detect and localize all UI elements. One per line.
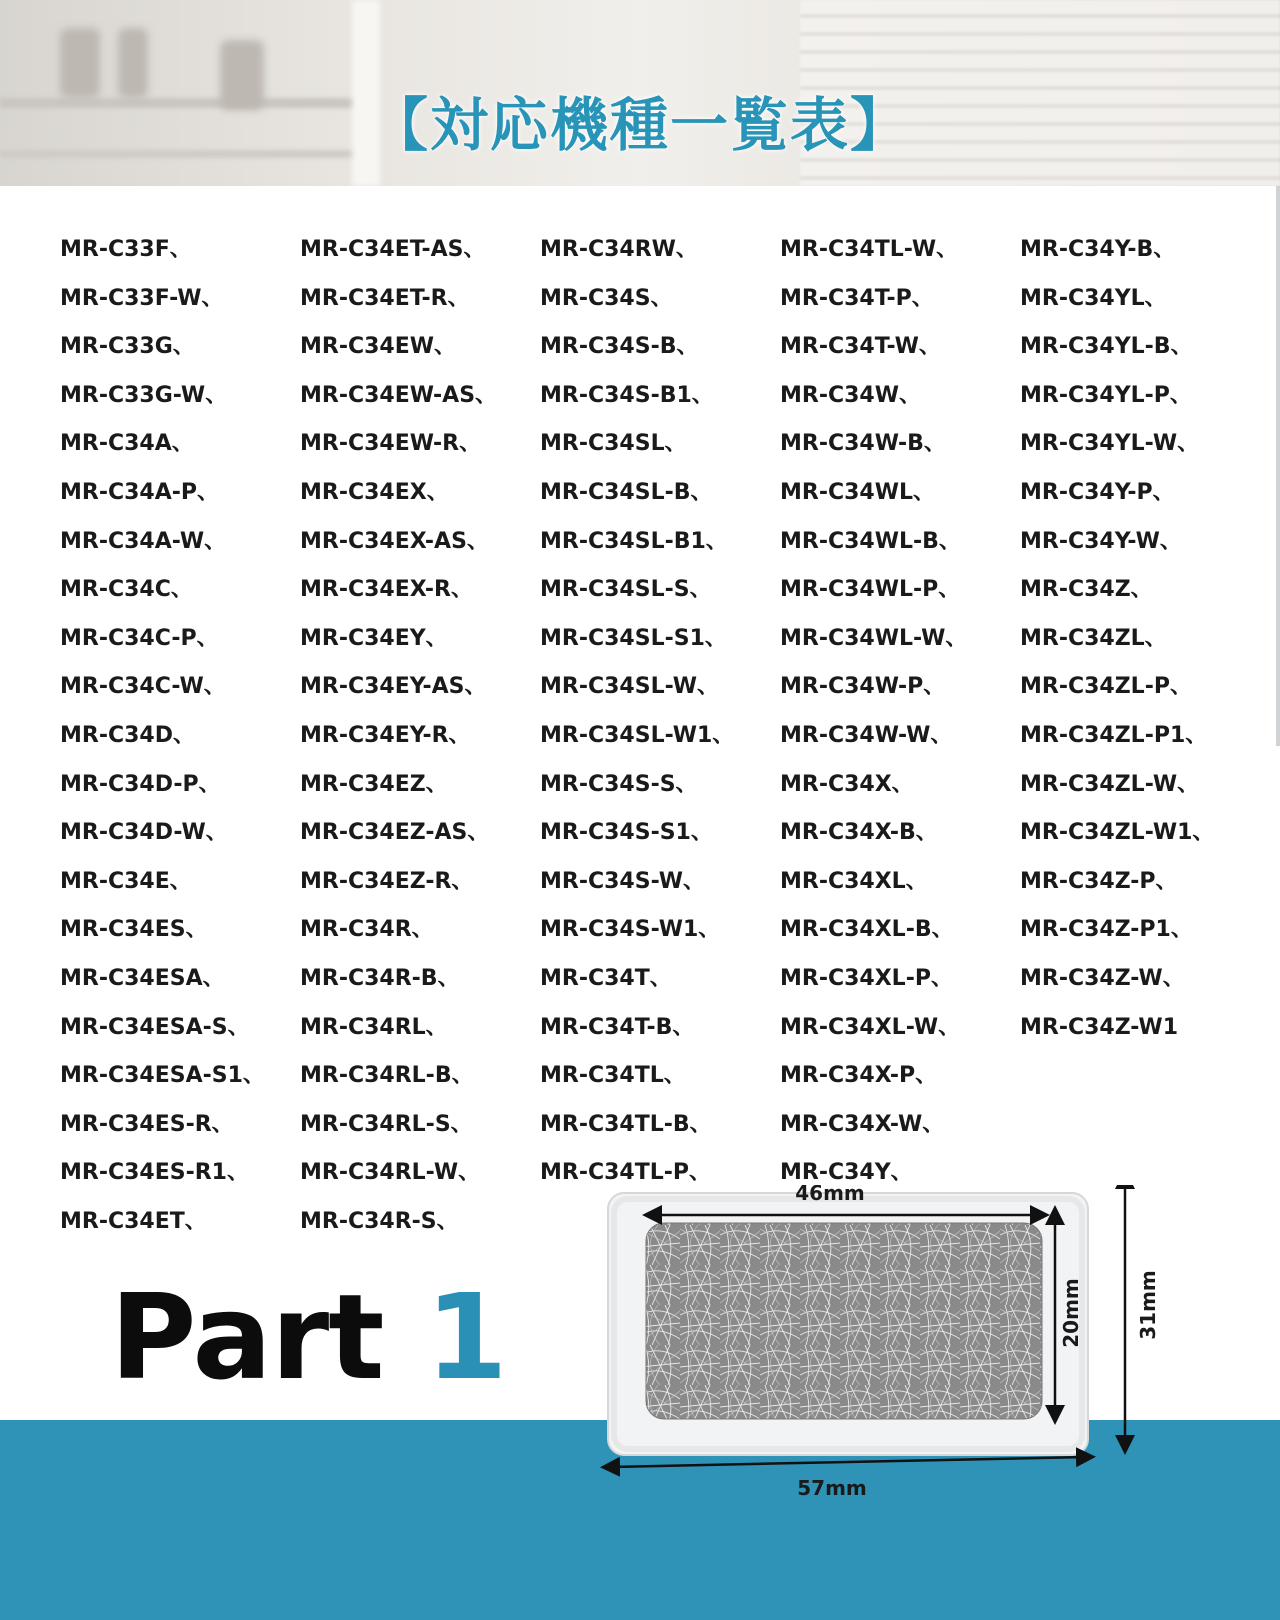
- model-item: MR-C34Z-P1、: [1020, 917, 1193, 943]
- model-item: MR-C34Y、: [780, 1160, 913, 1186]
- model-item: MR-C34EX-AS、: [300, 528, 489, 554]
- model-item: MR-C34ESA、: [60, 965, 225, 991]
- model-item: MR-C34XL-B、: [780, 917, 954, 943]
- model-item: MR-C34Z-W1: [1020, 1014, 1179, 1040]
- model-item: MR-C34D-P、: [60, 771, 221, 797]
- model-item: MR-C34W、: [780, 382, 921, 408]
- model-item: MR-C34Y-B、: [1020, 237, 1176, 262]
- model-item: MR-C34S-S、: [540, 771, 698, 797]
- model-item: MR-C34A-P、: [60, 479, 220, 505]
- model-item: MR-C34Y-W、: [1020, 528, 1182, 554]
- model-item: MR-C34ET-R、: [300, 285, 470, 311]
- outer-width-arrow: [610, 1457, 1086, 1467]
- page-title: 【対応機種一覧表】: [369, 91, 910, 159]
- model-item: MR-C34ZL-W、: [1020, 771, 1200, 797]
- model-item: MR-C34SL-W、: [540, 674, 719, 700]
- model-item: MR-C34WL-P、: [780, 577, 961, 603]
- model-item: MR-C34EY-R、: [300, 722, 471, 748]
- model-item: MR-C34TL-B、: [540, 1111, 712, 1137]
- model-column-2: [300, 226, 497, 1246]
- model-item: MR-C34SL、: [540, 431, 687, 457]
- model-item: MR-C34D、: [60, 722, 195, 748]
- model-item: MR-C34R、: [300, 917, 434, 943]
- edge-strip: [1276, 186, 1280, 746]
- model-item: MR-C34SL-W1、: [540, 722, 735, 748]
- model-item: MR-C34ET-AS、: [300, 237, 486, 262]
- model-item: MR-C34TL-P、: [540, 1160, 712, 1186]
- model-item: MR-C34X、: [780, 771, 914, 797]
- model-item: MR-C34Z-P、: [1020, 868, 1178, 894]
- model-item: MR-C34Z-W、: [1020, 965, 1185, 991]
- model-item: MR-C34RL-S、: [300, 1111, 473, 1137]
- model-item: MR-C34SL-B1、: [540, 528, 728, 554]
- model-item: MR-C34C、: [60, 577, 193, 603]
- part-number: 1: [425, 1268, 507, 1406]
- model-item: MR-C34EX、: [300, 479, 449, 505]
- model-item: MR-C34ZL-W1、: [1020, 820, 1215, 846]
- model-item: MR-C34EW-R、: [300, 431, 482, 457]
- inner-height-label: 20mm: [1059, 1278, 1083, 1348]
- model-item: MR-C34ZL、: [1020, 625, 1167, 651]
- model-item: MR-C34WL-B、: [780, 528, 961, 554]
- model-item: MR-C33F、: [60, 237, 192, 262]
- model-item: MR-C34EZ-R、: [300, 868, 474, 894]
- model-item: MR-C34S-S1、: [540, 820, 713, 846]
- model-item: MR-C34ZL-P1、: [1020, 722, 1208, 748]
- model-item: MR-C34TL-W、: [780, 237, 959, 262]
- model-item: MR-C34D-W、: [60, 820, 228, 846]
- model-item: MR-C33F-W、: [60, 285, 224, 311]
- model-item: MR-C34T-B、: [540, 1014, 695, 1040]
- model-column-1: [60, 226, 265, 1246]
- model-column-5: [1020, 226, 1214, 1052]
- model-item: MR-C34RL-B、: [300, 1063, 474, 1089]
- model-item: MR-C34S-B1、: [540, 382, 714, 408]
- model-item: MR-C34C-P、: [60, 625, 219, 651]
- outer-width-label: 57mm: [797, 1476, 867, 1500]
- model-item: MR-C34XL、: [780, 868, 928, 894]
- filter-dimension-diagram: [600, 1185, 1160, 1585]
- model-item: MR-C34T-W、: [780, 334, 941, 360]
- part-label: [110, 1268, 507, 1406]
- model-item: MR-C34YL-W、: [1020, 431, 1200, 457]
- model-item: MR-C34T、: [540, 965, 672, 991]
- model-item: MR-C34RL-W、: [300, 1160, 481, 1186]
- model-item: MR-C34T-P、: [780, 285, 934, 311]
- model-item: MR-C34ES-R、: [60, 1111, 234, 1137]
- model-item: MR-C34YL、: [1020, 285, 1167, 311]
- model-item: MR-C34A、: [60, 431, 194, 457]
- model-item: MR-C34X-W、: [780, 1111, 945, 1137]
- part-word: Part: [110, 1268, 384, 1406]
- model-item: MR-C34X-B、: [780, 820, 938, 846]
- model-item: MR-C33G-W、: [60, 382, 228, 408]
- model-item: MR-C33G、: [60, 334, 195, 360]
- model-item: MR-C34R-B、: [300, 965, 460, 991]
- model-item: MR-C34S-W、: [540, 868, 705, 894]
- model-item: MR-C34YL-P、: [1020, 382, 1192, 408]
- model-item: MR-C34XL-P、: [780, 965, 953, 991]
- model-item: MR-C34EZ、: [300, 771, 448, 797]
- model-column-4: [780, 226, 967, 1198]
- filter-mesh: [646, 1223, 1042, 1419]
- outer-height-label: 31mm: [1136, 1270, 1160, 1340]
- model-item: MR-C34Y-P、: [1020, 479, 1175, 505]
- model-item: MR-C34EY、: [300, 625, 448, 651]
- model-item: MR-C34S-W1、: [540, 917, 721, 943]
- model-item: MR-C34R-S、: [300, 1208, 459, 1234]
- model-item: MR-C34EZ-AS、: [300, 820, 490, 846]
- model-item: MR-C34X-P、: [780, 1063, 938, 1089]
- model-item: MR-C34EW-AS、: [300, 382, 498, 408]
- model-item: MR-C34ESA-S1、: [60, 1063, 265, 1089]
- model-column-3: [540, 226, 734, 1198]
- model-item: MR-C34S、: [540, 285, 673, 311]
- model-item: MR-C34SL-S1、: [540, 625, 727, 651]
- model-item: MR-C34RW、: [540, 237, 698, 262]
- model-item: MR-C34WL、: [780, 479, 936, 505]
- model-item: MR-C34W-W、: [780, 722, 953, 748]
- model-item: MR-C34EW、: [300, 334, 457, 360]
- model-item: MR-C34ZL-P、: [1020, 674, 1192, 700]
- model-item: MR-C34WL-W、: [780, 625, 968, 651]
- model-item: MR-C34W-B、: [780, 431, 946, 457]
- model-item: MR-C34XL-W、: [780, 1014, 961, 1040]
- model-item: MR-C34ES、: [60, 917, 208, 943]
- model-item: MR-C34ESA-S、: [60, 1014, 250, 1040]
- model-item: MR-C34SL-S、: [540, 577, 712, 603]
- model-item: MR-C34C-W、: [60, 674, 226, 700]
- model-item: MR-C34RL、: [300, 1014, 448, 1040]
- model-item: MR-C34E、: [60, 868, 192, 894]
- model-item: MR-C34ES-R1、: [60, 1160, 249, 1186]
- model-item: MR-C34W-P、: [780, 674, 946, 700]
- header-banner: [0, 0, 1280, 186]
- inner-width-label: 46mm: [795, 1185, 865, 1205]
- model-item: MR-C34SL-B、: [540, 479, 713, 505]
- model-item: MR-C34EY-AS、: [300, 674, 487, 700]
- model-item: MR-C34TL、: [540, 1063, 686, 1089]
- model-item: MR-C34A-W、: [60, 528, 227, 554]
- model-item: MR-C34YL-B、: [1020, 334, 1193, 360]
- model-item: MR-C34EX-R、: [300, 577, 473, 603]
- model-item: MR-C34S-B、: [540, 334, 699, 360]
- model-item: MR-C34ET、: [60, 1208, 207, 1234]
- model-item: MR-C34Z、: [1020, 577, 1153, 603]
